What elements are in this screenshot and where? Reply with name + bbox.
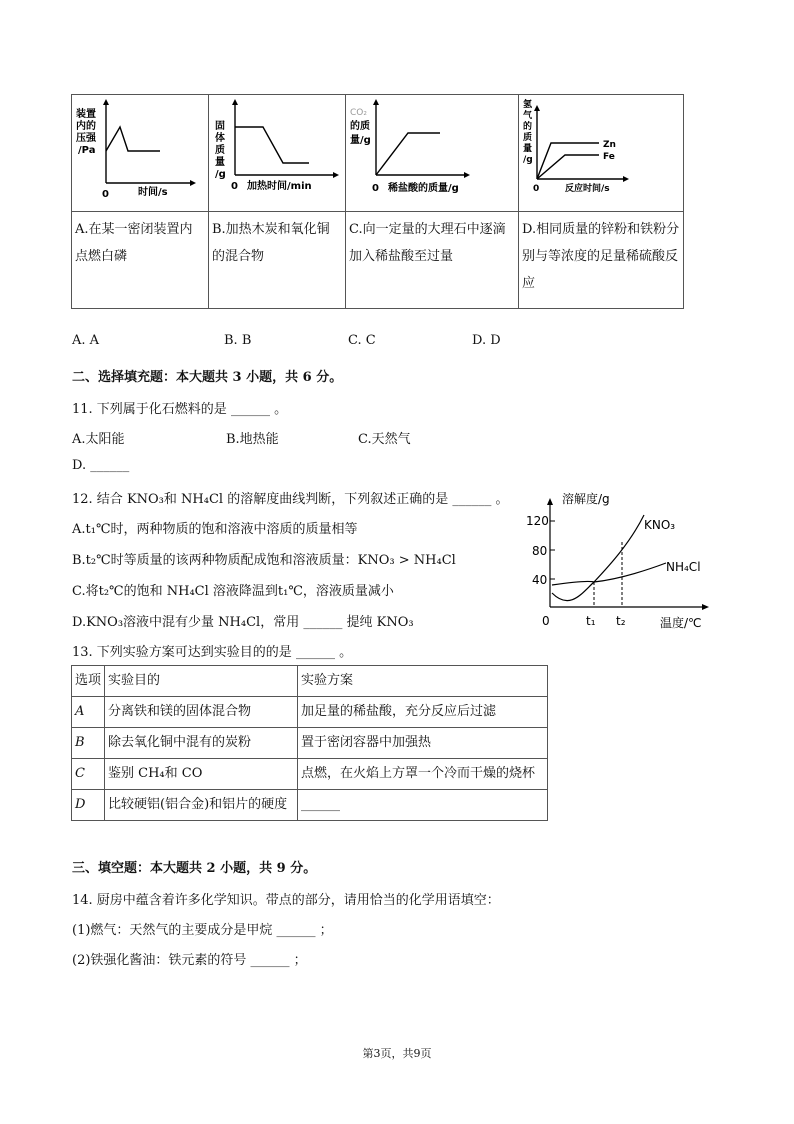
plot-b-cell: [209, 95, 346, 212]
q13-header-goal: 实验目的: [105, 666, 298, 697]
plot-c-ylabel-3: 量/g: [350, 135, 371, 146]
ytick-label-120: 120: [526, 514, 549, 528]
plot-d-series-zn: Zn: [603, 140, 616, 150]
plot-a-ylabel-2: 内的: [76, 121, 96, 132]
q10-table: [71, 94, 684, 309]
q13-row-d-option[interactable]: D: [72, 790, 105, 821]
plot-a: [72, 95, 208, 207]
q13-row-c-goal: 鉴别 CH₄和 CO: [105, 759, 298, 790]
plot-a-origin: 0: [102, 189, 109, 200]
q13-row-d-plan[interactable]: ______: [298, 790, 548, 821]
plot-b-ylabel-3: 质: [215, 145, 225, 156]
plot-c-ylabel-1: CO₂: [350, 108, 367, 118]
plot-b-ylabel-4: 量: [215, 157, 225, 168]
plot-d-origin: 0: [533, 184, 540, 194]
q12-stem: 12. 结合 KNO₃和 NH₄Cl 的溶解度曲线判断，下列叙述正确的是 ______ 。: [72, 492, 509, 507]
q14-stem: 14. 厨房中蕴含着许多化学知识。带点的部分，请用恰当的化学用语填空：: [72, 893, 500, 908]
solubility-chart: [520, 485, 720, 637]
plot-a-ylabel-4: /Pa: [78, 145, 96, 156]
q10-option-a[interactable]: A. A: [72, 333, 100, 348]
plot-c-origin: 0: [372, 183, 379, 194]
ytick-label-80: 80: [532, 544, 548, 558]
q11-stem: 11. 下列属于化石燃料的是 ______ 。: [72, 402, 288, 417]
plot-b-xlabel: 加热时间/min: [247, 181, 312, 192]
page-footer: 第3页，共9页: [362, 1047, 432, 1060]
plot-b: [209, 95, 345, 207]
plot-c-ylabel-2: 的质: [350, 121, 370, 132]
plot-b-ylabel-5: /g: [215, 169, 226, 180]
q10-option-b[interactable]: B. B: [224, 333, 252, 348]
plot-c-cell: [346, 95, 519, 212]
q13-row-b-goal: 除去氧化铜中混有的炭粉: [105, 728, 298, 759]
q11-option-d[interactable]: D. ______: [72, 458, 130, 473]
desc-b-cell: [209, 212, 346, 309]
q13-table: [71, 665, 548, 821]
desc-c-cell: [346, 212, 519, 309]
legend-nh4cl: NH₄Cl: [666, 560, 701, 574]
plot-d-ylabel-3: 的: [523, 122, 533, 132]
q13-row-c-option[interactable]: C: [72, 759, 105, 790]
plot-c: [346, 95, 518, 207]
plot-d-ylabel-1: 氢: [523, 100, 533, 110]
plot-b-origin: 0: [231, 181, 238, 192]
q13-row-a-option[interactable]: A: [72, 697, 105, 728]
plot-b-ylabel-1: 固: [215, 121, 225, 132]
q11-option-a[interactable]: A.太阳能: [72, 432, 125, 447]
xtick-t1: t₁: [586, 614, 596, 628]
plot-a-cell: [72, 95, 209, 212]
legend-kno3: KNO₃: [644, 518, 676, 532]
q12-option-c[interactable]: C.将t₂℃的饱和 NH₄Cl 溶液降温到t₁℃，溶液质量减小: [72, 584, 394, 599]
q12-option-d[interactable]: D.KNO₃溶液中混有少量 NH₄Cl，常用 ______ 提纯 KNO₃: [72, 615, 414, 630]
ytick-label-40: 40: [532, 573, 548, 587]
desc-d: D.相同质量的锌粉和铁粉分别与等浓度的足量稀硫酸反应: [522, 222, 680, 291]
q13-row-b-plan: 置于密闭容器中加强热: [298, 728, 548, 759]
plot-a-ylabel-1: 装置: [76, 109, 96, 120]
q13-row-b-option[interactable]: B: [72, 728, 105, 759]
plot-d-xlabel: 反应时间/s: [565, 184, 610, 194]
plot-d-ylabel-5: 量: [523, 144, 533, 154]
section3-heading: 三、填空题：本大题共 2 小题，共 9 分。: [72, 861, 317, 876]
q13-row-a-plan: 加足量的稀盐酸，充分反应后过滤: [298, 697, 548, 728]
section2-heading: 二、选择填充题：本大题共 3 小题，共 6 分。: [72, 370, 343, 385]
desc-d-cell: [519, 212, 684, 309]
q14-sub1[interactable]: (1)燃气：天然气的主要成分是甲烷 ______ ；: [72, 923, 333, 938]
plot-d-ylabel-4: 质: [523, 133, 533, 143]
q13-stem: 13. 下列实验方案可达到实验目的的是 ______ 。: [72, 645, 353, 660]
q12-option-b[interactable]: B.t₂℃时等质量的该两种物质配成饱和溶液质量：KNO₃ > NH₄Cl: [72, 553, 456, 568]
q11-option-b[interactable]: B.地热能: [226, 432, 279, 447]
q13-row-d-goal: 比较硬铝(铝合金)和铝片的硬度: [105, 790, 298, 821]
q11-option-c[interactable]: C.天然气: [358, 432, 411, 447]
q12-option-a[interactable]: A.t₁℃时，两种物质的饱和溶液中溶质的质量相等: [72, 522, 358, 537]
plot-d-ylabel-6: /g: [523, 155, 533, 165]
desc-b: B.加热木炭和氧化铜的混合物: [212, 222, 330, 264]
plot-c-xlabel: 稀盐酸的质量/g: [388, 183, 459, 194]
plot-d: [519, 95, 683, 207]
desc-a: A.在某一密闭装置内点燃白磷: [75, 222, 193, 264]
plot-d-ylabel-2: 气: [523, 111, 533, 121]
plot-d-cell: [519, 95, 684, 212]
plot-a-xlabel: 时间/s: [138, 187, 168, 198]
chart-ylabel: 溶解度/g: [562, 492, 610, 506]
q13-header-option: 选项: [72, 666, 105, 697]
q10-option-c[interactable]: C. C: [348, 333, 376, 348]
kno3-curve: [552, 515, 644, 601]
q13-row-c-plan: 点燃，在火焰上方罩一个冷而干燥的烧杯: [298, 759, 548, 790]
q13-header-plan: 实验方案: [298, 666, 548, 697]
q13-row-a-goal: 分离铁和镁的固体混合物: [105, 697, 298, 728]
plot-a-ylabel-3: 压强: [76, 133, 96, 144]
desc-c: C.向一定量的大理石中逐滴加入稀盐酸至过量: [349, 222, 506, 264]
plot-d-series-fe: Fe: [603, 152, 615, 162]
q14-sub2[interactable]: (2)铁强化酱油：铁元素的符号 ______ ；: [72, 953, 307, 968]
q10-option-d[interactable]: D. D: [472, 333, 501, 348]
origin-label: 0: [542, 614, 550, 628]
plot-b-ylabel-2: 体: [215, 133, 225, 144]
desc-a-cell: [72, 212, 209, 309]
xtick-t2: t₂: [616, 614, 626, 628]
chart-xlabel: 温度/℃: [660, 616, 702, 630]
